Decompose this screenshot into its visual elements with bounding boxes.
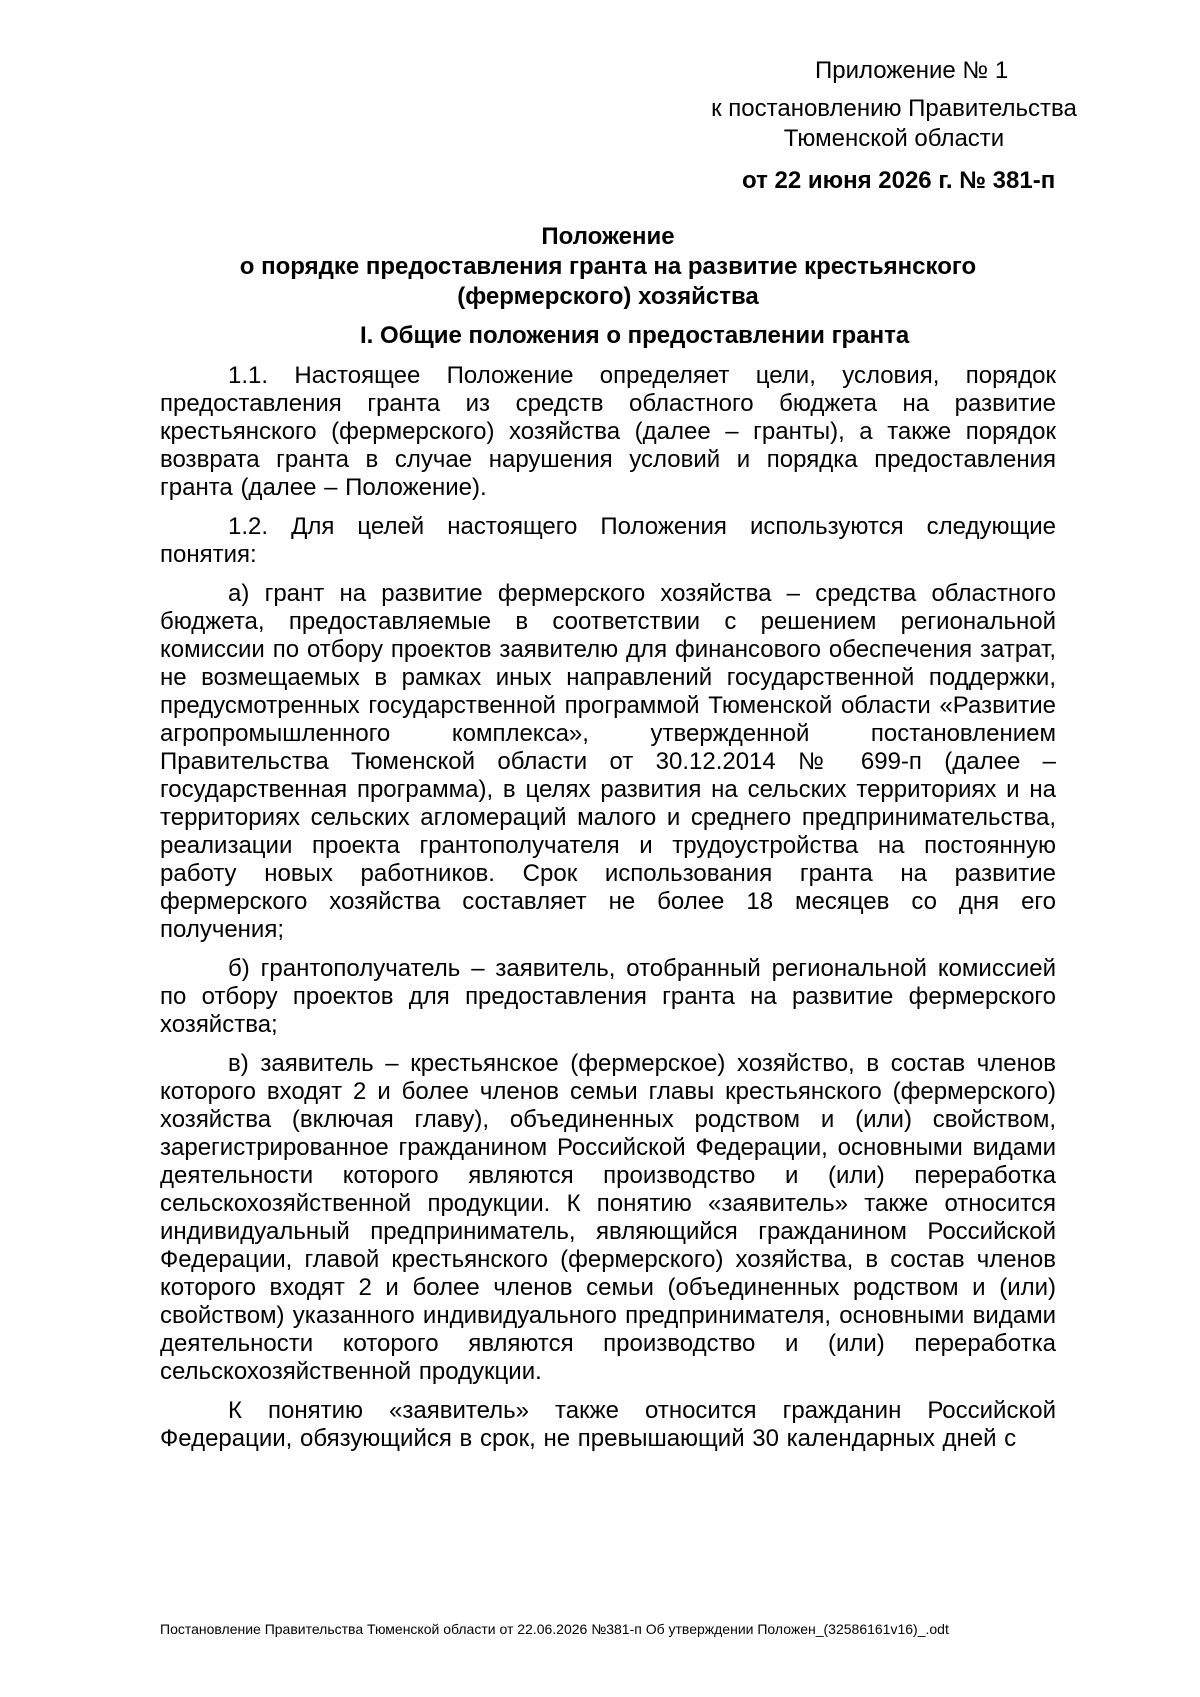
section-heading: I. Общие положения о предоставлении гранта xyxy=(360,322,910,349)
appendix-header xyxy=(668,56,1120,196)
document-title xyxy=(160,222,1056,312)
paragraph-1-1: 1.1. Настоящее Положение определяет цели, условия, порядок предоставления гранта из средств областного бюджета на развитие крестьянского (фермерского) хозяйства (далее – гранты), а также порядок возврата гранта в случае нарушения условий и порядка предоставления гранта (далее – Положение). xyxy=(160,362,1056,501)
decree-date: от 22 июня 2026 г. № 381-п xyxy=(742,167,1056,194)
decree-reference-line1: к постановлению Правительства xyxy=(711,95,1077,122)
paragraph-b: б) грантополучатель – заявитель, отобранный региональной комиссией по отбору проектов для предоставления гранта на развитие фермерского хозяйства; xyxy=(160,955,1056,1038)
paragraph-v: в) заявитель – крестьянское (фермерское) хозяйство, в состав членов которого входят 2 и более членов семьи главы крестьянского (фермерского) хозяйства (включая главу), объединенных родством и (или) свойством, зарегистрированное гражданином Российской Федерации, основными видами деятельности которого являются производство и (или) переработка сельскохозяйственной продукции. К понятию «заявитель» также относится индивидуальный предприниматель, являющийся гражданином Российской Федерации, главой крестьянского (фермерского) хозяйства, в состав членов которого входят 2 и более членов семьи (объединенных родством и (или) свойством) указанного индивидуального предпринимателя, основными видами деятельности которого являются производство и (или) переработка сельскохозяйственной продукции. xyxy=(160,1050,1056,1385)
paragraph-applicant-continued: К понятию «заявитель» также относится гражданин Российской Федерации, обязующийся в срок, не превышающий 30 календарных дней с xyxy=(160,1397,1056,1452)
title-line2: о порядке предоставления гранта на развитие крестьянского xyxy=(239,253,977,280)
title-line3: (фермерского) хозяйства xyxy=(457,283,759,310)
title-line1: Положение xyxy=(541,223,675,250)
paragraph-1-2: 1.2. Для целей настоящего Положения используются следующие понятия: xyxy=(160,513,1056,568)
document-body xyxy=(160,362,1056,1464)
paragraph-a: а) грант на развитие фермерского хозяйства – средства областного бюджета, предоставляемые в соответствии с решением региональной комиссии по отбору проектов заявителю для финансового обеспечения затрат, не возмещаемых в рамках иных направлений государственной поддержки, предусмотренных государственной программой Тюменской области «Развитие агропромышленного комплекса», утвержденной постановлением Правительства Тюменской области от 30.12.2014 № 699-п (далее – государственная программа), в целях развития на сельских территориях и на территориях сельских агломераций малого и среднего предпринимательства, реализации проекта грантополучателя и трудоустройства на постоянную работу новых работников. Срок использования гранта на развитие фермерского хозяйства составляет не более 18 месяцев со дня его получения; xyxy=(160,580,1056,943)
appendix-number: Приложение № 1 xyxy=(815,57,1009,84)
decree-reference xyxy=(668,94,1120,154)
page-footer: Постановление Правительства Тюменской области от 22.06.2026 №381-п Об утверждении Положен_(32586161v16)_.odt xyxy=(160,1621,949,1637)
decree-reference-line2: Тюменской области xyxy=(783,125,1005,152)
